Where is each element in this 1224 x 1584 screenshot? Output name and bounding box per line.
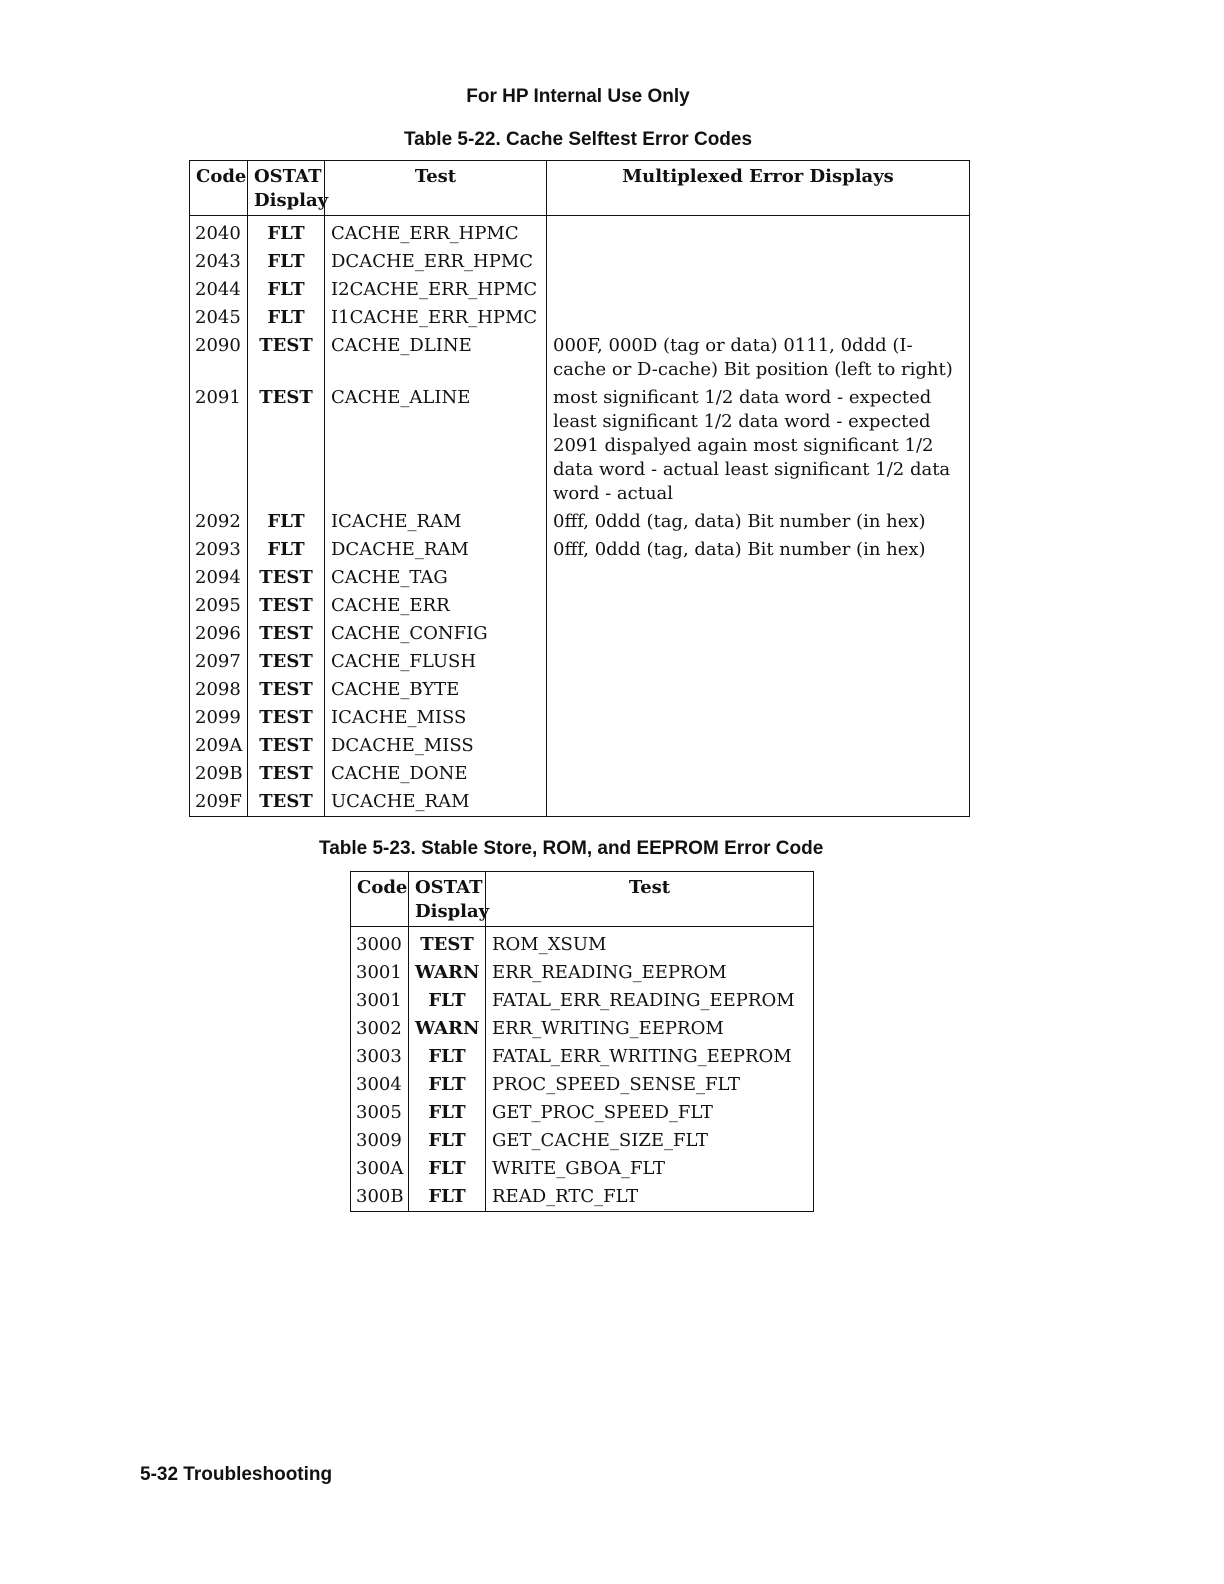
cell-ostat: TEST <box>248 732 325 760</box>
cell-code: 300B <box>351 1183 409 1212</box>
table-row <box>190 304 970 332</box>
cell-ostat: TEST <box>248 648 325 676</box>
cell-mux: 0fff, 0ddd (tag, data) Bit number (in hex) <box>547 508 970 536</box>
cell-code: 2098 <box>190 676 248 704</box>
cell-code: 2091 <box>190 384 248 508</box>
table-row <box>351 987 814 1015</box>
cell-code: 3002 <box>351 1015 409 1043</box>
cell-test: ERR_WRITING_EEPROM <box>486 1015 814 1043</box>
table-row <box>190 760 970 788</box>
cell-code: 3009 <box>351 1127 409 1155</box>
table-row <box>190 536 970 564</box>
cell-ostat: FLT <box>409 1071 486 1099</box>
cell-mux: 000F, 000D (tag or data) 0111, 0ddd (I-cache or D-cache) Bit position (left to right) <box>547 332 970 384</box>
table-row <box>190 332 970 384</box>
page-banner: For HP Internal Use Only <box>466 86 690 107</box>
cell-ostat: TEST <box>248 788 325 817</box>
cell-test: CACHE_TAG <box>325 564 547 592</box>
cell-test: DCACHE_MISS <box>325 732 547 760</box>
cell-test: WRITE_GBOA_FLT <box>486 1155 814 1183</box>
table-row <box>190 508 970 536</box>
cell-test: ICACHE_RAM <box>325 508 547 536</box>
cell-test: DCACHE_ERR_HPMC <box>325 248 547 276</box>
cell-code: 3003 <box>351 1043 409 1071</box>
cell-mux <box>547 760 970 788</box>
cell-ostat: TEST <box>248 564 325 592</box>
cell-test: CACHE_ALINE <box>325 384 547 508</box>
cell-code: 3004 <box>351 1071 409 1099</box>
cell-test: GET_CACHE_SIZE_FLT <box>486 1127 814 1155</box>
cell-code: 300A <box>351 1155 409 1183</box>
cell-test: GET_PROC_SPEED_FLT <box>486 1099 814 1127</box>
cell-mux <box>547 648 970 676</box>
cell-ostat: TEST <box>248 384 325 508</box>
cell-code: 2043 <box>190 248 248 276</box>
cell-mux <box>547 676 970 704</box>
table-22-caption: Table 5-22. Cache Selftest Error Codes <box>403 129 753 150</box>
cell-test: I2CACHE_ERR_HPMC <box>325 276 547 304</box>
cell-code: 2044 <box>190 276 248 304</box>
cell-test: ERR_READING_EEPROM <box>486 959 814 987</box>
cell-mux: most significant 1/2 data word - expected least significant 1/2 data word - expected 2091 dispalyed again most significant 1/2 data word - actual least significant 1/2 data word - actual <box>547 384 970 508</box>
cell-mux <box>547 304 970 332</box>
table-row <box>190 732 970 760</box>
column-header-code: Code <box>190 161 248 216</box>
cell-code: 3005 <box>351 1099 409 1127</box>
cell-test: I1CACHE_ERR_HPMC <box>325 304 547 332</box>
cache-selftest-error-codes-table <box>189 160 970 817</box>
table-row <box>351 1099 814 1127</box>
cell-test: DCACHE_RAM <box>325 536 547 564</box>
cell-ostat: FLT <box>248 276 325 304</box>
table-row <box>190 248 970 276</box>
cell-test: CACHE_CONFIG <box>325 620 547 648</box>
table-row <box>351 959 814 987</box>
table-row <box>351 1043 814 1071</box>
table-row <box>351 1071 814 1099</box>
cell-test: READ_RTC_FLT <box>486 1183 814 1212</box>
cell-code: 3000 <box>351 927 409 960</box>
cell-ostat: TEST <box>248 620 325 648</box>
cell-mux <box>547 564 970 592</box>
cell-mux <box>547 592 970 620</box>
cell-ostat: FLT <box>409 1155 486 1183</box>
cell-ostat: TEST <box>248 592 325 620</box>
cell-ostat: FLT <box>248 304 325 332</box>
cell-mux <box>547 788 970 817</box>
cell-code: 2095 <box>190 592 248 620</box>
table-23-caption: Table 5-23. Stable Store, ROM, and EEPROM Error Code <box>319 838 824 859</box>
cell-test: CACHE_FLUSH <box>325 648 547 676</box>
cell-code: 2040 <box>190 216 248 249</box>
table-row <box>190 384 970 508</box>
cell-code: 2097 <box>190 648 248 676</box>
cell-code: 2090 <box>190 332 248 384</box>
table-row <box>190 620 970 648</box>
page-footer: 5-32 Troubleshooting <box>140 1464 333 1485</box>
table-row <box>351 1015 814 1043</box>
cell-code: 2092 <box>190 508 248 536</box>
cell-code: 209F <box>190 788 248 817</box>
cell-ostat: FLT <box>248 536 325 564</box>
column-header-ostat: OSTAT Display <box>248 161 325 216</box>
cell-code: 2093 <box>190 536 248 564</box>
cell-ostat: WARN <box>409 959 486 987</box>
cell-mux <box>547 620 970 648</box>
cell-ostat: FLT <box>248 248 325 276</box>
cell-ostat: FLT <box>409 1099 486 1127</box>
cell-ostat: FLT <box>248 508 325 536</box>
cell-test: ROM_XSUM <box>486 927 814 960</box>
cell-code: 209B <box>190 760 248 788</box>
table-row <box>351 927 814 960</box>
column-header-test: Test <box>486 872 814 927</box>
cell-ostat: FLT <box>409 1183 486 1212</box>
table-row <box>190 704 970 732</box>
cell-ostat: TEST <box>248 332 325 384</box>
cell-code: 209A <box>190 732 248 760</box>
table-row <box>190 216 970 249</box>
cell-ostat: TEST <box>248 760 325 788</box>
cell-mux <box>547 732 970 760</box>
cell-ostat: FLT <box>409 987 486 1015</box>
column-header-code: Code <box>351 872 409 927</box>
cell-test: CACHE_BYTE <box>325 676 547 704</box>
cell-ostat: TEST <box>248 704 325 732</box>
cell-code: 2094 <box>190 564 248 592</box>
cell-test: PROC_SPEED_SENSE_FLT <box>486 1071 814 1099</box>
cell-mux <box>547 276 970 304</box>
table-row <box>351 1127 814 1155</box>
cell-code: 3001 <box>351 959 409 987</box>
cell-mux <box>547 248 970 276</box>
cell-ostat: FLT <box>248 216 325 249</box>
table-row <box>190 676 970 704</box>
cell-test: UCACHE_RAM <box>325 788 547 817</box>
table-body <box>190 216 970 817</box>
cell-ostat: TEST <box>248 676 325 704</box>
cell-mux: 0fff, 0ddd (tag, data) Bit number (in hex) <box>547 536 970 564</box>
cell-test: CACHE_ERR <box>325 592 547 620</box>
table-header-row <box>190 161 970 216</box>
table-row <box>190 648 970 676</box>
column-header-mux: Multiplexed Error Displays <box>547 161 970 216</box>
cell-mux <box>547 704 970 732</box>
table-row <box>190 276 970 304</box>
cell-code: 3001 <box>351 987 409 1015</box>
cell-test: FATAL_ERR_READING_EEPROM <box>486 987 814 1015</box>
table-row <box>351 1183 814 1212</box>
table-body <box>351 927 814 1212</box>
cell-code: 2099 <box>190 704 248 732</box>
table-row <box>190 592 970 620</box>
cell-ostat: WARN <box>409 1015 486 1043</box>
cell-ostat: FLT <box>409 1043 486 1071</box>
cell-test: ICACHE_MISS <box>325 704 547 732</box>
cell-mux <box>547 216 970 249</box>
stable-store-rom-eeprom-error-code-table <box>350 871 814 1212</box>
cell-test: CACHE_DONE <box>325 760 547 788</box>
table-row <box>351 1155 814 1183</box>
cell-code: 2096 <box>190 620 248 648</box>
cell-code: 2045 <box>190 304 248 332</box>
cell-test: CACHE_DLINE <box>325 332 547 384</box>
cell-ostat: FLT <box>409 1127 486 1155</box>
column-header-ostat: OSTAT Display <box>409 872 486 927</box>
cell-test: FATAL_ERR_WRITING_EEPROM <box>486 1043 814 1071</box>
column-header-test: Test <box>325 161 547 216</box>
cell-test: CACHE_ERR_HPMC <box>325 216 547 249</box>
cell-ostat: TEST <box>409 927 486 960</box>
table-header-row <box>351 872 814 927</box>
table-row <box>190 788 970 817</box>
table-row <box>190 564 970 592</box>
